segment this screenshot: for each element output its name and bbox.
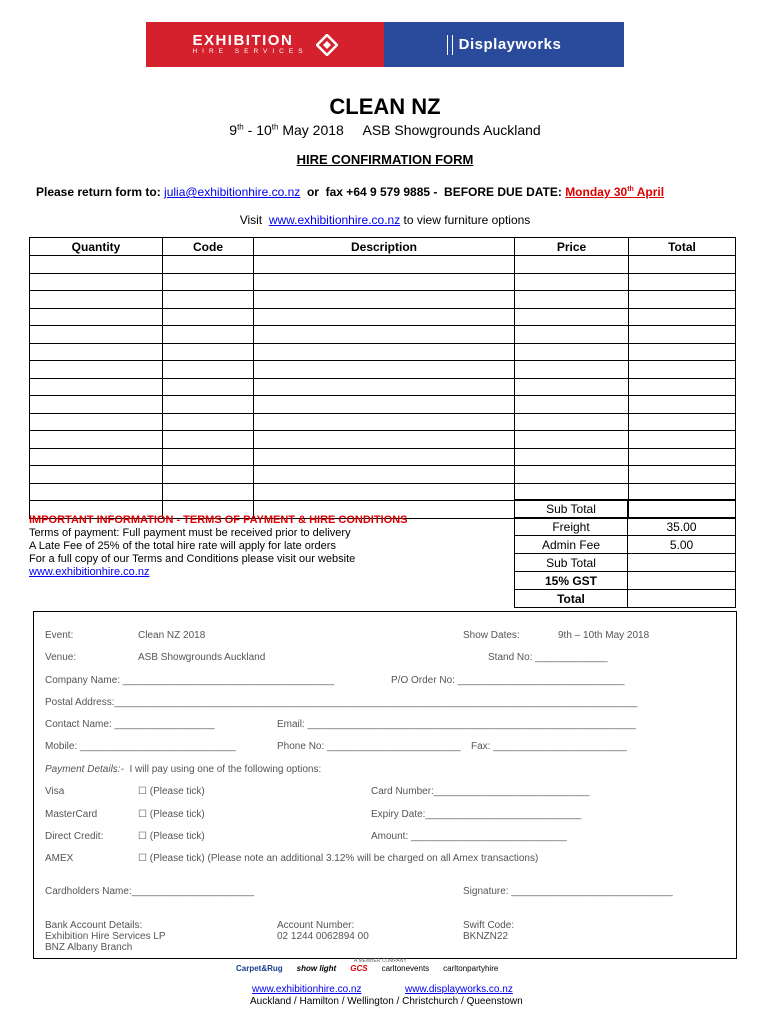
displayworks-logo [384, 22, 624, 67]
summary-value[interactable] [628, 590, 736, 608]
table-cell[interactable] [163, 291, 254, 309]
important-info [29, 514, 407, 579]
email-link[interactable]: julia@exhibitionhire.co.nz [164, 185, 301, 199]
table-cell[interactable] [163, 326, 254, 344]
table-cell[interactable] [163, 396, 254, 414]
table-cell[interactable] [515, 326, 629, 344]
terms-line: Terms of payment: Full payment must be received prior to delivery [29, 527, 351, 539]
table-cell[interactable] [254, 413, 515, 431]
table-cell[interactable] [515, 431, 629, 449]
table-cell[interactable] [254, 361, 515, 379]
bank-details: Bank Account Details: Exhibition Hire Services LP BNZ Albany Branch [45, 920, 166, 953]
table-cell[interactable] [254, 308, 515, 326]
col-description: Description [254, 238, 515, 256]
table-row [30, 343, 736, 361]
items-table [29, 237, 736, 519]
due-date: Monday 30th April [565, 185, 665, 199]
table-cell[interactable] [30, 256, 163, 274]
table-cell[interactable] [629, 326, 736, 344]
table-cell[interactable] [254, 396, 515, 414]
table-cell[interactable] [629, 308, 736, 326]
summary-value[interactable] [628, 572, 736, 590]
account-number: Account Number: 02 1244 0062894 00 [277, 920, 369, 942]
table-cell[interactable] [163, 378, 254, 396]
table-row [30, 378, 736, 396]
table-row [30, 291, 736, 309]
expiry-date-field[interactable]: Expiry Date:____________________________ [371, 809, 582, 820]
table-cell[interactable] [30, 326, 163, 344]
terms-line: A Late Fee of 25% of the total hire rate will apply for late orders [29, 540, 336, 552]
table-cell[interactable] [254, 448, 515, 466]
table-row [30, 431, 736, 449]
table-row [30, 273, 736, 291]
direct-credit-label: Direct Credit: [45, 831, 104, 842]
card-number-field[interactable]: Card Number:____________________________ [371, 786, 590, 797]
page-title: CLEAN NZ [329, 94, 441, 119]
table-header-row [30, 238, 736, 256]
mastercard-label: MasterCard [45, 809, 98, 820]
table-cell[interactable] [254, 273, 515, 291]
table-cell[interactable] [629, 466, 736, 484]
table-cell[interactable] [30, 361, 163, 379]
summary-value[interactable] [628, 500, 736, 518]
logo-sub-text: HIRE SERVICES [192, 47, 308, 55]
table-cell[interactable] [629, 291, 736, 309]
signature-field[interactable]: Signature: _____________________________ [463, 886, 673, 897]
stand-field[interactable]: Stand No: _____________ [488, 652, 608, 663]
summary-value[interactable] [628, 554, 736, 572]
mobile-field[interactable]: Mobile: ____________________________ [45, 741, 236, 752]
carlton-partyhire-logo: carltonpartyhire [443, 964, 499, 973]
website-link[interactable]: www.exhibitionhire.co.nz [268, 213, 401, 227]
show-light-logo: show light [296, 964, 337, 973]
table-row [30, 466, 736, 484]
table-cell[interactable] [254, 326, 515, 344]
table-cell[interactable] [515, 483, 629, 501]
summary-row: Total [515, 590, 736, 608]
table-cell[interactable] [163, 483, 254, 501]
table-cell[interactable] [163, 448, 254, 466]
table-cell[interactable] [254, 483, 515, 501]
venue-value: ASB Showgrounds Auckland [138, 652, 266, 663]
customer-details-box [33, 611, 737, 959]
table-cell[interactable] [30, 448, 163, 466]
col-total: Total [629, 238, 736, 256]
table-cell[interactable] [515, 343, 629, 361]
table-cell[interactable] [163, 413, 254, 431]
table-cell[interactable] [30, 308, 163, 326]
direct-credit-checkbox[interactable]: ☐ (Please tick) [138, 831, 205, 842]
brand-logos [236, 964, 498, 973]
table-cell[interactable] [629, 483, 736, 501]
table-cell[interactable] [163, 256, 254, 274]
table-cell[interactable] [30, 466, 163, 484]
email-field[interactable]: Email: ___________________________________________________________ [277, 719, 636, 730]
table-cell[interactable] [629, 448, 736, 466]
table-row [30, 396, 736, 414]
visit-line: Visit www.exhibitionhire.co.nz to view furniture options [239, 213, 531, 227]
postal-address-field[interactable]: Postal Address:______________________________________________________________________________________________ [45, 697, 638, 708]
event-label: Event: [45, 630, 74, 641]
fax-field[interactable]: Fax: ________________________ [471, 741, 627, 752]
table-cell[interactable] [515, 378, 629, 396]
table-row [30, 308, 736, 326]
summary-table [514, 499, 736, 608]
col-code: Code [163, 238, 254, 256]
table-cell[interactable] [254, 291, 515, 309]
table-cell[interactable] [629, 343, 736, 361]
table-cell[interactable] [515, 466, 629, 484]
po-field[interactable]: P/O Order No: ______________________________ [391, 675, 625, 686]
table-cell[interactable] [30, 273, 163, 291]
show-dates-label: Show Dates: [463, 630, 520, 641]
carpet-rug-logo: Carpet&Rug [236, 964, 283, 973]
table-cell[interactable] [30, 413, 163, 431]
summary-row: Freight 35.00 [515, 518, 736, 536]
table-cell[interactable] [254, 343, 515, 361]
table-cell[interactable] [515, 308, 629, 326]
table-cell[interactable] [515, 361, 629, 379]
table-cell[interactable] [163, 308, 254, 326]
table-cell[interactable] [629, 256, 736, 274]
table-cell[interactable] [30, 396, 163, 414]
table-cell[interactable] [254, 466, 515, 484]
table-cell[interactable] [30, 378, 163, 396]
amex-checkbox[interactable]: ☐ (Please tick) (Please note an additional 3.12% will be charged on all Amex transactions) [138, 853, 539, 864]
payment-details: Payment Details:- I will pay using one of the following options: [45, 764, 322, 775]
terms-line: For a full copy of our Terms and Conditions please visit our website [29, 553, 356, 565]
table-cell[interactable] [163, 466, 254, 484]
table-row [30, 413, 736, 431]
table-row [30, 326, 736, 344]
table-cell[interactable] [30, 291, 163, 309]
summary-value[interactable]: 5.00 [628, 536, 736, 554]
company-field[interactable]: Company Name: ______________________________________ [45, 675, 335, 686]
footer-link-displayworks: www.displayworks.co.nz [405, 984, 513, 995]
venue-label: Venue: [45, 652, 77, 663]
footer-cities: Auckland / Hamilton / Wellington / Christchurch / Queenstown [250, 996, 523, 1007]
group-text: A MEMBER COMPANY [354, 958, 407, 964]
displayworks-logo-text: Displayworks [458, 36, 562, 53]
table-cell[interactable] [30, 483, 163, 501]
header-banner [146, 22, 624, 67]
cardholder-name-field[interactable]: Cardholders Name:______________________ [45, 886, 255, 897]
displayworks-mark-icon [447, 35, 453, 55]
amount-field[interactable]: Amount: ____________________________ [371, 831, 567, 842]
footer-link-exhibition: www.exhibitionhire.co.nz [252, 984, 362, 995]
table-cell[interactable] [515, 396, 629, 414]
logo-main-text: EXHIBITION [192, 31, 294, 49]
col-price: Price [515, 238, 629, 256]
contact-name-field[interactable]: Contact Name: __________________ [45, 719, 215, 730]
table-cell[interactable] [629, 378, 736, 396]
show-dates-value: 9th – 10th May 2018 [558, 630, 650, 641]
table-cell[interactable] [629, 273, 736, 291]
table-cell[interactable] [515, 256, 629, 274]
event-value: Clean NZ 2018 [138, 630, 206, 641]
swift-code: Swift Code: BKNZN22 [463, 920, 515, 942]
table-cell[interactable] [515, 291, 629, 309]
summary-row: Sub Total [515, 554, 736, 572]
table-cell[interactable] [629, 396, 736, 414]
form-title: HIRE CONFIRMATION FORM [296, 152, 474, 167]
table-cell[interactable] [254, 378, 515, 396]
important-heading: IMPORTANT INFORMATION - TERMS OF PAYMENT & HIRE CONDITIONS [29, 514, 408, 526]
table-cell[interactable] [30, 343, 163, 361]
table-cell[interactable] [163, 343, 254, 361]
table-cell[interactable] [515, 413, 629, 431]
visa-label: Visa [45, 786, 65, 797]
summary-row: 15% GST [515, 572, 736, 590]
terms-link[interactable]: www.exhibitionhire.co.nz [29, 566, 150, 578]
summary-row: Admin Fee 5.00 [515, 536, 736, 554]
table-row [30, 256, 736, 274]
gcs-logo: GCS [350, 964, 368, 973]
table-row [30, 483, 736, 501]
table-cell[interactable] [629, 361, 736, 379]
table-cell[interactable] [515, 448, 629, 466]
table-cell[interactable] [254, 431, 515, 449]
table-cell[interactable] [254, 256, 515, 274]
table-cell[interactable] [629, 413, 736, 431]
exhibition-hire-logo [146, 22, 384, 67]
event-dates: 9th - 10th May 2018 ASB Showgrounds Auckland [229, 122, 541, 138]
table-cell[interactable] [629, 431, 736, 449]
table-cell[interactable] [30, 431, 163, 449]
amex-label: AMEX [45, 853, 74, 864]
table-row [30, 361, 736, 379]
table-cell[interactable] [163, 361, 254, 379]
table-row [30, 448, 736, 466]
carlton-events-logo: carltonevents [381, 964, 430, 973]
summary-value[interactable]: 35.00 [628, 518, 736, 536]
col-quantity: Quantity [30, 238, 163, 256]
table-cell[interactable] [163, 273, 254, 291]
visa-checkbox[interactable]: ☐ (Please tick) [138, 786, 205, 797]
return-instructions: Please return form to: julia@exhibitionhire.co.nz or fax +64 9 579 9885 - BEFORE DUE DATE: Monday 30th April [36, 185, 665, 199]
table-cell[interactable] [163, 431, 254, 449]
phone-field[interactable]: Phone No: ________________________ [277, 741, 461, 752]
table-cell[interactable] [515, 273, 629, 291]
mastercard-checkbox[interactable]: ☐ (Please tick) [138, 809, 205, 820]
diamond-logo-icon [316, 34, 338, 56]
summary-row: Sub Total [515, 500, 736, 518]
